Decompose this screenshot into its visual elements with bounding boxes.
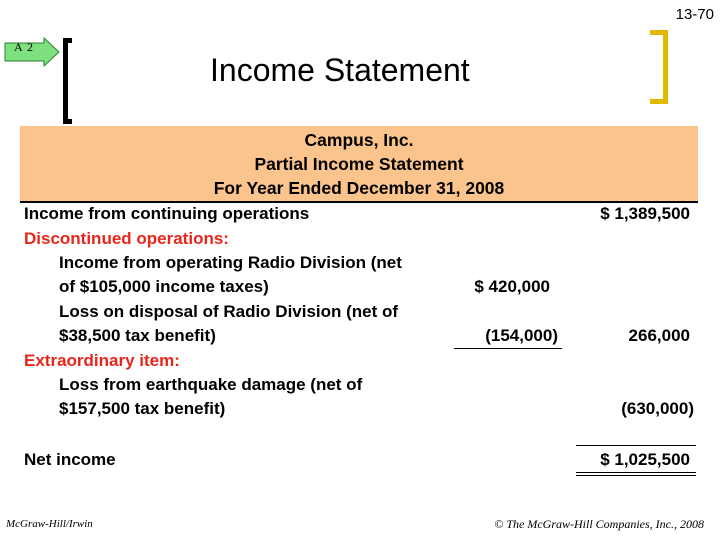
discontinued-total-amount: 266,000: [628, 326, 690, 345]
right-bracket-decoration: [650, 30, 668, 104]
slide-number: 13-70: [675, 6, 714, 23]
learning-objective-label: A 2: [14, 40, 35, 54]
earthquake-loss-label-line2: $157,500 tax benefit): [59, 399, 226, 418]
double-underline-top: [576, 472, 696, 473]
net-income-label: Net income: [24, 450, 116, 469]
continuing-operations-amount: $ 1,389,500: [600, 204, 690, 223]
footer-publisher: McGraw-Hill/Irwin: [6, 518, 93, 530]
earthquake-loss-amount: (630,000): [621, 399, 694, 418]
statement-header: [20, 126, 698, 201]
radio-loss-label-line2: $38,500 tax benefit): [59, 326, 216, 345]
footer-copyright: © The McGraw-Hill Companies, Inc., 2008: [494, 517, 704, 531]
double-underline-bottom: [576, 475, 696, 476]
total-rule: [576, 445, 696, 446]
discontinued-operations-heading: Discontinued operations:: [24, 229, 229, 248]
statement-period: For Year Ended December 31, 2008: [213, 178, 505, 198]
subtotal-rule: [454, 348, 562, 349]
earthquake-loss-label-line1: Loss from earthquake damage (net of: [59, 375, 363, 394]
net-income-amount: $ 1,025,500: [600, 450, 690, 469]
continuing-operations-label: Income from continuing operations: [24, 204, 310, 223]
left-bracket-decoration: [63, 38, 72, 124]
radio-loss-label-line1: Loss on disposal of Radio Division (net of: [59, 302, 399, 321]
radio-loss-amount: (154,000): [485, 326, 558, 345]
learning-objective-badge: [4, 37, 60, 67]
statement-name: Partial Income Statement: [254, 154, 464, 174]
radio-income-amount: $ 420,000: [474, 277, 550, 296]
radio-income-label-line1: Income from operating Radio Division (net: [59, 253, 402, 272]
page-title: Income Statement: [210, 52, 470, 88]
radio-income-label-line2: of $105,000 income taxes): [59, 277, 269, 296]
header-divider: [20, 201, 698, 203]
extraordinary-item-heading: Extraordinary item:: [24, 351, 180, 370]
company-name: Campus, Inc.: [304, 130, 414, 150]
